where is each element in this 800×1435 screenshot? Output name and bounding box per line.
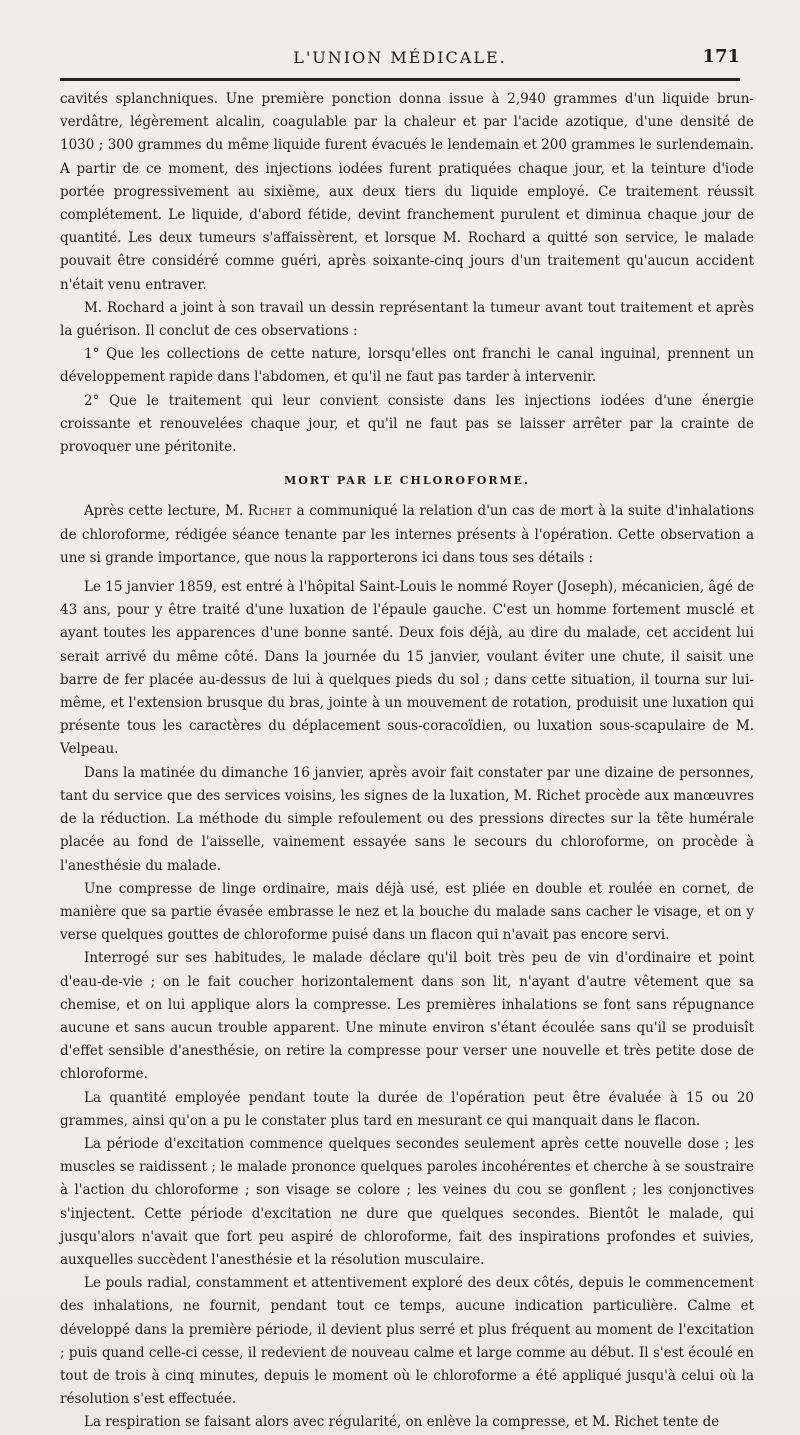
section-title: MORT PAR LE CHLOROFORME. <box>284 474 530 488</box>
text-run: a communiqué la relation d'un cas de mort à la suite d'inhalations de chloroforme, rédigée séance tenante par les internes présents à l'opération. Cette observation a une si grande importance, que nous la rapporterons ici dans tous ses détails : <box>60 503 754 566</box>
paragraph: Le pouls radial, constamment et attentivement exploré des deux côtés, depuis le commencement des inhalations, ne fournit, pendant tout ce temps, aucune indication particulière. Calme et développé dans la première période, il devient plus serré et plus fréquent au moment de l'excitation ; puis quand celle-ci cesse, il redevient de nouveau calme et large comme au début. Il s'est écoulé en tout de trois à cinq minutes, depuis le moment où le chloroforme a été appliqué jusqu'à celui où la résolution s'est effectuée. <box>60 1275 754 1408</box>
paragraph: 2° Que le traitement qui leur convient consiste dans les injections iodées d'une énergie croissante et renouvelées chaque jour, et qu'il ne faut pas se laisser arrêter par la crainte de provoquer une péritonite. <box>60 392 754 456</box>
paragraph: Interrogé sur ses habitudes, le malade déclare qu'il boit très peu de vin d'ordinaire et point d'eau-de-vie ; on le fait coucher horizontalement dans son lit, n'ayant d'autre vêtement que sa chemise, et on lui applique alors la compresse. Les premières inhalations se font sans répugnance aucune et sans aucun trouble apparent. Une minute environ s'étant écoulée sans qu'il se produisît d'effet sensible d'anesthésie, on retire la compresse pour verser une nouvelle et très petite dose de chloroforme. <box>60 950 754 1083</box>
paragraph: 1° Que les collections de cette nature, lorsqu'elles ont franchi le canal inguinal, prennent un développement rapide dans l'abdomen, et qu'il ne faut pas tarder à intervenir. <box>60 346 754 386</box>
page-header <box>60 44 740 74</box>
paragraph: M. Rochard a joint à son travail un dessin représentant la tumeur avant tout traitement et après la guérison. Il conclut de ces observations : <box>60 299 754 340</box>
page-number: 171 <box>702 46 740 67</box>
paragraph: Dans la matinée du dimanche 16 janvier, après avoir fait constater par une dizaine de personnes, tant du service que des services voisins, les signes de la luxation, M. Richet procède aux manœuvres de la réduction. La méthode du simple refoulement ou des pressions directes sur la tête humérale placée au fond de l'aisselle, vainement essayée sans le secours du chloroforme, on procède à l'anesthésie du malade. <box>60 764 754 874</box>
author-name: Richet <box>247 503 292 520</box>
paragraph: Le 15 janvier 1859, est entré à l'hôpital Saint-Louis le nommé Royer (Joseph), mécanicien, âgé de 43 ans, pour y être traité d'une luxation de l'épaule gauche. C'est un homme fortement musclé et ayant toutes les apparences d'une bonne santé. Deux fois déjà, au dire du malade, cet accident lui serait arrivé du même côté. Dans la journée du 15 janvier, voulant éviter une chute, il saisit une barre de fer placée au-dessus de lui à quelques pieds du sol ; dans cette situation, il tourna sur lui-même, et l'extension brusque du bras, jointe à un mouvement de rotation, produisit une luxation qui présente tous les caractères du déplacement sous-coracoïdien, ou luxation sous-scapulaire de M. Velpeau. <box>60 579 754 758</box>
running-title: L'UNION MÉDICALE. <box>293 48 507 67</box>
header-rule <box>60 78 740 81</box>
paragraph: La respiration se faisant alors avec régularité, on enlève la compresse, et M. Richet tente de <box>84 1414 720 1431</box>
text-run: Après cette lecture, M. <box>84 503 248 520</box>
paragraph: La quantité employée pendant toute la durée de l'opération peut être évaluée à 15 ou 20 grammes, ainsi qu'on a pu le constater plus tard en mesurant ce qui manquait dans le flacon. <box>60 1089 754 1129</box>
paragraph <box>60 500 754 570</box>
paragraph: La période d'excitation commence quelques secondes seulement après cette nouvelle dose ; les muscles se raidissent ; le malade prononce quelques paroles incohérentes et cherche à se soustraire à l'action du chloroforme ; son visage se colore ; les veines du cou se gonflent ; les conjonctives s'injectent. Cette période d'excitation ne dure que quelques secondes. Bientôt le malade, qui jusqu'alors n'avait que fort peu aspiré de chloroforme, fait des inspirations profondes et suivies, auxquelles succèdent l'anesthésie et la résolution musculaire. <box>60 1135 754 1268</box>
article-body <box>60 88 754 1435</box>
paragraph: cavités splanchniques. Une première ponction donna issue à 2,940 grammes d'un liquide brun-verdâtre, légèrement alcalin, coagulable par la chaleur et par l'acide azotique, d'une densité de 1030 ; 300 grammes du même liquide furent évacués le lendemain et 200 grammes le surlendemain. A partir de ce moment, des injections iodées furent pratiquées chaque jour, et la teinture d'iode portée progressivement au sixième, aux deux tiers du liquide employé. Ce traitement réussit complétement. Le liquide, d'abord fétide, devint franchement purulent et diminua chaque jour de quantité. Les deux tumeurs s'affaissèrent, et lorsque M. Rochard a quitté son service, le malade pouvait être considéré comme guéri, après soixante-cinq jours d'un traitement qu'aucun accident n'était venu entraver. <box>60 91 754 293</box>
paragraph: Une compresse de linge ordinaire, mais déjà usé, est pliée en double et roulée en cornet, de manière que sa partie évasée embrasse le nez et la bouche du malade sans cacher le visage, et on y verse quelques gouttes de chloroforme puisé dans un flacon qui n'avait pas encore servi. <box>60 880 754 944</box>
